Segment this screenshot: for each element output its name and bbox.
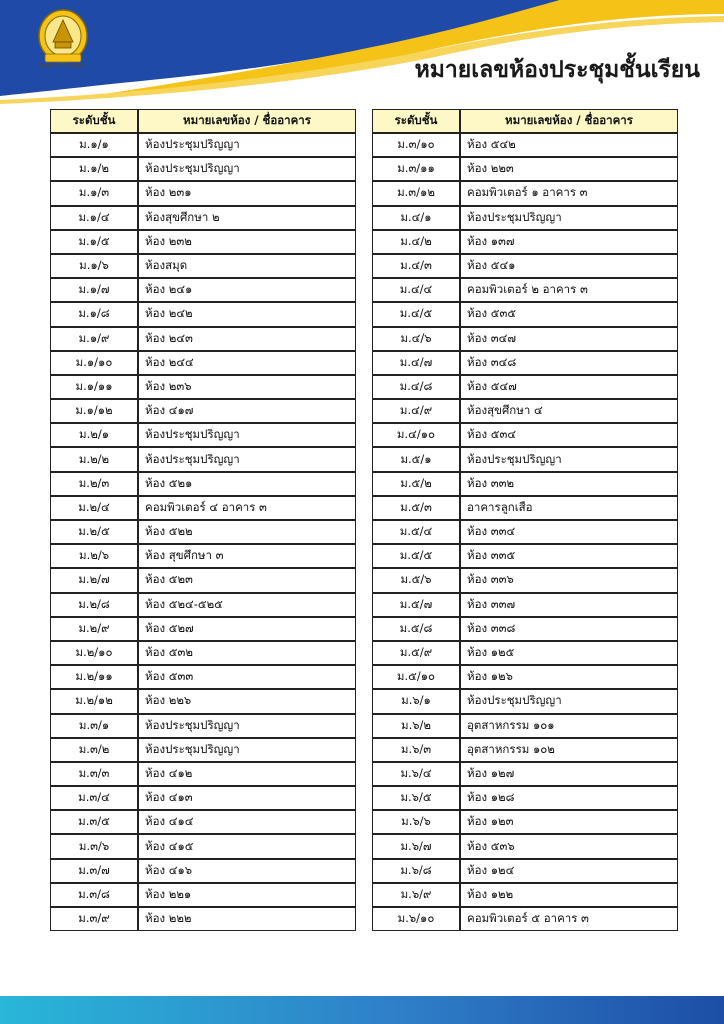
room-name-cell: ห้อง ๒๔๒ — [138, 302, 356, 326]
table-row — [50, 907, 356, 931]
room-name-cell: ห้อง ๒๓๒ — [138, 230, 356, 254]
class-level-cell: ม.๑/๘ — [50, 302, 138, 326]
table-row — [372, 907, 678, 931]
table-header-row — [50, 109, 356, 133]
room-name-cell: ห้อง ๓๓๗ — [460, 593, 678, 617]
room-name-cell: ห้อง ๓๓๕ — [460, 544, 678, 568]
table-row — [50, 375, 356, 399]
room-name-cell: ห้อง ๑๒๗ — [460, 762, 678, 786]
table-row — [372, 278, 678, 302]
room-name-cell: ห้อง ๑๒๒ — [460, 883, 678, 907]
table-row — [50, 230, 356, 254]
room-name-cell: ห้อง ๔๑๓ — [138, 786, 356, 810]
room-name-cell: ห้อง ๓๓๖ — [460, 568, 678, 592]
table-row — [372, 520, 678, 544]
room-name-cell: ห้องประชุมปริญญา — [138, 423, 356, 447]
class-level-cell: ม.๑/๕ — [50, 230, 138, 254]
class-level-cell: ม.๒/๖ — [50, 544, 138, 568]
room-name-cell: ห้อง ๑๒๖ — [460, 665, 678, 689]
room-name-cell: ห้อง ๒๒๑ — [138, 883, 356, 907]
table-row — [50, 544, 356, 568]
table-row — [372, 641, 678, 665]
table-row — [50, 738, 356, 762]
table-row — [50, 351, 356, 375]
room-name-cell: ห้อง ๕๓๒ — [138, 641, 356, 665]
room-column-header: หมายเลขห้อง / ชื่ออาคาร — [460, 109, 678, 133]
table-row — [50, 157, 356, 181]
table-row — [50, 714, 356, 738]
room-name-cell: ห้อง ๒๔๔ — [138, 351, 356, 375]
class-level-cell: ม.๔/๑๐ — [372, 423, 460, 447]
class-level-cell: ม.๔/๔ — [372, 278, 460, 302]
table-row — [372, 762, 678, 786]
class-level-cell: ม.๑/๔ — [50, 206, 138, 230]
room-name-cell: ห้อง ๕๓๖ — [460, 834, 678, 858]
table-row — [372, 834, 678, 858]
class-level-cell: ม.๓/๕ — [50, 810, 138, 834]
footer-gradient-bar — [0, 996, 724, 1024]
class-level-cell: ม.๖/๑ — [372, 689, 460, 713]
table-row — [50, 786, 356, 810]
room-name-cell: ห้อง ๓๓๔ — [460, 520, 678, 544]
class-level-cell: ม.๔/๒ — [372, 230, 460, 254]
table-row — [50, 423, 356, 447]
class-level-cell: ม.๖/๘ — [372, 859, 460, 883]
room-name-cell: ห้อง ๓๓๒ — [460, 472, 678, 496]
room-name-cell: อุตสาหกรรม ๑๐๑ — [460, 714, 678, 738]
room-name-cell: ห้อง ๒๔๓ — [138, 327, 356, 351]
room-name-cell: อาคารลูกเสือ — [460, 496, 678, 520]
room-name-cell: ห้อง ๒๒๖ — [138, 689, 356, 713]
room-name-cell: ห้องประชุมปริญญา — [460, 447, 678, 471]
class-level-cell: ม.๔/๗ — [372, 351, 460, 375]
page-title: หมายเลขห้องประชุมชั้นเรียน — [414, 57, 700, 83]
room-name-cell: ห้อง ๔๑๗ — [138, 399, 356, 423]
class-level-cell: ม.๒/๒ — [50, 447, 138, 471]
room-name-cell: ห้อง ๕๔๗ — [460, 375, 678, 399]
class-level-cell: ม.๓/๑๐ — [372, 133, 460, 157]
room-name-cell: ห้องประชุมปริญญา — [460, 206, 678, 230]
room-name-cell: ห้อง ๒๒๓ — [460, 157, 678, 181]
room-column-header: หมายเลขห้อง / ชื่ออาคาร — [138, 109, 356, 133]
class-level-cell: ม.๑/๑ — [50, 133, 138, 157]
room-name-cell: คอมพิวเตอร์ ๔ อาคาร ๓ — [138, 496, 356, 520]
table-row — [50, 496, 356, 520]
room-name-cell: ห้อง ๒๓๖ — [138, 375, 356, 399]
class-level-cell: ม.๓/๑ — [50, 714, 138, 738]
room-name-cell: ห้องประชุมปริญญา — [138, 738, 356, 762]
room-name-cell: ห้อง ๑๓๗ — [460, 230, 678, 254]
class-level-cell: ม.๒/๗ — [50, 568, 138, 592]
room-name-cell: ห้อง ๔๑๒ — [138, 762, 356, 786]
table-row — [50, 399, 356, 423]
class-level-cell: ม.๕/๘ — [372, 617, 460, 641]
class-level-cell: ม.๒/๓ — [50, 472, 138, 496]
table-row — [50, 254, 356, 278]
table-row — [372, 423, 678, 447]
table-row — [372, 254, 678, 278]
table-row — [372, 810, 678, 834]
class-level-cell: ม.๒/๙ — [50, 617, 138, 641]
table-row — [50, 447, 356, 471]
table-row — [372, 181, 678, 205]
class-level-cell: ม.๔/๘ — [372, 375, 460, 399]
class-level-cell: ม.๑/๖ — [50, 254, 138, 278]
table-row — [50, 641, 356, 665]
table-row — [372, 206, 678, 230]
table-row — [50, 665, 356, 689]
room-name-cell: คอมพิวเตอร์ ๑ อาคาร ๓ — [460, 181, 678, 205]
class-level-cell: ม.๖/๕ — [372, 786, 460, 810]
room-name-cell: ห้อง ๓๔๘ — [460, 351, 678, 375]
table-row — [50, 617, 356, 641]
room-name-cell: ห้องสุขศึกษา ๒ — [138, 206, 356, 230]
room-name-cell: ห้อง ๕๒๓ — [138, 568, 356, 592]
class-level-cell: ม.๑/๑๐ — [50, 351, 138, 375]
class-level-cell: ม.๒/๘ — [50, 593, 138, 617]
table-row — [372, 883, 678, 907]
room-name-cell: ห้อง ๕๓๕ — [460, 302, 678, 326]
class-level-cell: ม.๒/๕ — [50, 520, 138, 544]
class-level-cell: ม.๕/๕ — [372, 544, 460, 568]
class-level-cell: ม.๓/๑๑ — [372, 157, 460, 181]
class-level-cell: ม.๑/๒ — [50, 157, 138, 181]
table-row — [50, 472, 356, 496]
class-level-cell: ม.๖/๖ — [372, 810, 460, 834]
room-name-cell: ห้อง ๑๒๕ — [460, 641, 678, 665]
table-row — [50, 834, 356, 858]
class-level-cell: ม.๔/๖ — [372, 327, 460, 351]
class-level-cell: ม.๑/๑๑ — [50, 375, 138, 399]
table-row — [372, 544, 678, 568]
table-row — [50, 181, 356, 205]
table-row — [372, 689, 678, 713]
level-column-header: ระดับชั้น — [372, 109, 460, 133]
class-level-cell: ม.๔/๑ — [372, 206, 460, 230]
class-level-cell: ม.๕/๖ — [372, 568, 460, 592]
class-level-cell: ม.๓/๙ — [50, 907, 138, 931]
class-level-cell: ม.๕/๙ — [372, 641, 460, 665]
table-row — [372, 399, 678, 423]
table-row — [372, 472, 678, 496]
room-name-cell: ห้อง สุขศึกษา ๓ — [138, 544, 356, 568]
class-level-cell: ม.๓/๒ — [50, 738, 138, 762]
room-table-right — [372, 109, 678, 931]
class-level-cell: ม.๓/๘ — [50, 883, 138, 907]
room-name-cell: ห้อง ๕๔๒ — [460, 133, 678, 157]
class-level-cell: ม.๕/๒ — [372, 472, 460, 496]
room-name-cell: ห้อง ๒๒๒ — [138, 907, 356, 931]
table-row — [50, 302, 356, 326]
class-level-cell: ม.๕/๑๐ — [372, 665, 460, 689]
class-level-cell: ม.๖/๑๐ — [372, 907, 460, 931]
table-row — [372, 568, 678, 592]
table-row — [372, 665, 678, 689]
right-table-body — [372, 133, 678, 931]
room-name-cell: ห้อง ๕๓๓ — [138, 665, 356, 689]
logo-caption: โรงเรียนวัดนางนองวรวิหาร — [39, 63, 87, 68]
table-row — [50, 593, 356, 617]
class-level-cell: ม.๕/๔ — [372, 520, 460, 544]
class-level-cell: ม.๓/๖ — [50, 834, 138, 858]
table-row — [372, 302, 678, 326]
room-name-cell: ห้อง ๒๓๑ — [138, 181, 356, 205]
class-level-cell: ม.๓/๓ — [50, 762, 138, 786]
table-row — [50, 689, 356, 713]
table-row — [50, 568, 356, 592]
room-name-cell: ห้อง ๕๒๗ — [138, 617, 356, 641]
class-level-cell: ม.๒/๑๑ — [50, 665, 138, 689]
table-row — [372, 617, 678, 641]
table-row — [372, 327, 678, 351]
table-row — [50, 883, 356, 907]
table-row — [372, 786, 678, 810]
table-row — [372, 496, 678, 520]
table-row — [372, 738, 678, 762]
room-name-cell: ห้อง ๑๒๘ — [460, 786, 678, 810]
class-level-cell: ม.๑/๗ — [50, 278, 138, 302]
class-level-cell: ม.๒/๔ — [50, 496, 138, 520]
class-level-cell: ม.๑/๓ — [50, 181, 138, 205]
table-row — [50, 810, 356, 834]
room-name-cell: ห้อง ๓๓๘ — [460, 617, 678, 641]
table-row — [372, 351, 678, 375]
class-level-cell: ม.๑/๙ — [50, 327, 138, 351]
class-level-cell: ม.๖/๒ — [372, 714, 460, 738]
room-name-cell: ห้อง ๔๑๔ — [138, 810, 356, 834]
class-level-cell: ม.๕/๗ — [372, 593, 460, 617]
class-level-cell: ม.๓/๔ — [50, 786, 138, 810]
class-level-cell: ม.๒/๑๐ — [50, 641, 138, 665]
class-level-cell: ม.๔/๕ — [372, 302, 460, 326]
room-name-cell: ห้องสมุด — [138, 254, 356, 278]
table-row — [50, 520, 356, 544]
table-row — [372, 375, 678, 399]
table-header-row — [372, 109, 678, 133]
table-row — [50, 133, 356, 157]
room-name-cell: ห้อง ๔๑๖ — [138, 859, 356, 883]
class-level-cell: ม.๓/๑๒ — [372, 181, 460, 205]
room-name-cell: ห้อง ๕๒๔-๕๒๕ — [138, 593, 356, 617]
class-level-cell: ม.๖/๔ — [372, 762, 460, 786]
room-name-cell: ห้องประชุมปริญญา — [138, 157, 356, 181]
room-name-cell: คอมพิวเตอร์ ๕ อาคาร ๓ — [460, 907, 678, 931]
room-name-cell: ห้องประชุมปริญญา — [138, 714, 356, 738]
room-name-cell: ห้อง ๔๑๕ — [138, 834, 356, 858]
class-level-cell: ม.๑/๑๒ — [50, 399, 138, 423]
room-name-cell: ห้อง ๑๒๓ — [460, 810, 678, 834]
room-name-cell: ห้อง ๕๓๔ — [460, 423, 678, 447]
class-level-cell: ม.๔/๙ — [372, 399, 460, 423]
class-level-cell: ม.๖/๗ — [372, 834, 460, 858]
table-row — [372, 157, 678, 181]
table-row — [50, 278, 356, 302]
left-table-body — [50, 133, 356, 931]
table-row — [372, 859, 678, 883]
class-level-cell: ม.๒/๑ — [50, 423, 138, 447]
school-logo-emblem — [36, 8, 90, 70]
table-row — [50, 206, 356, 230]
table-row — [50, 327, 356, 351]
table-row — [50, 859, 356, 883]
room-name-cell: ห้อง ๑๒๔ — [460, 859, 678, 883]
room-name-cell: ห้องสุขศึกษา ๔ — [460, 399, 678, 423]
level-column-header: ระดับชั้น — [50, 109, 138, 133]
class-level-cell: ม.๕/๑ — [372, 447, 460, 471]
room-name-cell: ห้อง ๕๒๑ — [138, 472, 356, 496]
class-level-cell: ม.๖/๓ — [372, 738, 460, 762]
table-row — [372, 230, 678, 254]
room-table-left — [50, 109, 356, 931]
class-level-cell: ม.๒/๑๒ — [50, 689, 138, 713]
room-name-cell: ห้อง ๒๔๑ — [138, 278, 356, 302]
class-level-cell: ม.๖/๙ — [372, 883, 460, 907]
room-name-cell: อุตสาหกรรม ๑๐๒ — [460, 738, 678, 762]
room-name-cell: ห้องประชุมปริญญา — [138, 133, 356, 157]
room-name-cell: ห้อง ๓๔๗ — [460, 327, 678, 351]
table-row — [372, 133, 678, 157]
room-name-cell: ห้องประชุมปริญญา — [460, 689, 678, 713]
table-row — [372, 593, 678, 617]
class-level-cell: ม.๔/๓ — [372, 254, 460, 278]
table-row — [372, 447, 678, 471]
room-name-cell: ห้อง ๕๒๒ — [138, 520, 356, 544]
class-level-cell: ม.๕/๓ — [372, 496, 460, 520]
room-name-cell: ห้อง ๕๔๑ — [460, 254, 678, 278]
room-name-cell: ห้องประชุมปริญญา — [138, 447, 356, 471]
table-row — [50, 762, 356, 786]
class-level-cell: ม.๓/๗ — [50, 859, 138, 883]
room-name-cell: คอมพิวเตอร์ ๒ อาคาร ๓ — [460, 278, 678, 302]
table-row — [372, 714, 678, 738]
